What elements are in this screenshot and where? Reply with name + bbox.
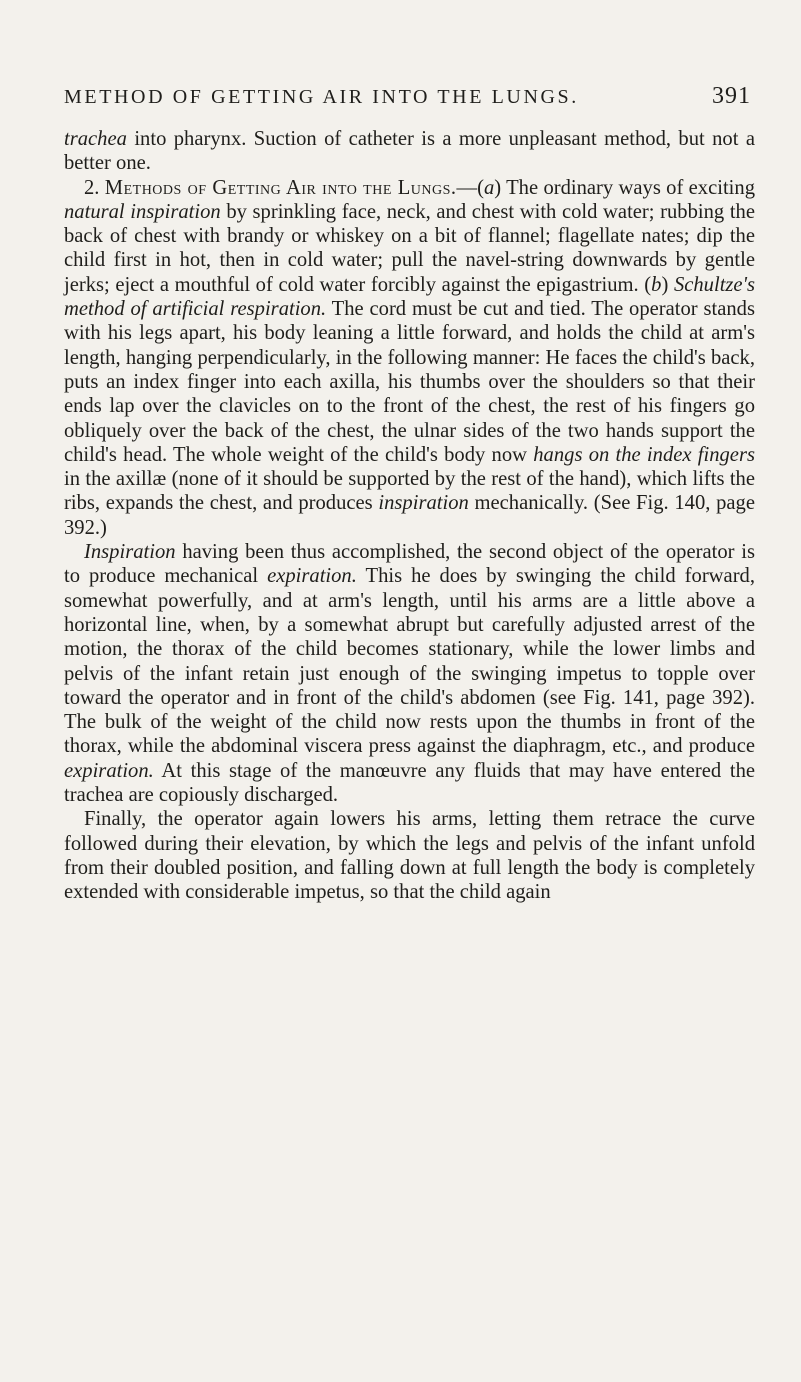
text-run: having been thus accomplished, the second object of the operator is to produce mechanical xyxy=(64,541,755,588)
text-run: mechanically. (See Fig. 140, page 392.) xyxy=(64,492,755,539)
italic-text: hangs on the index fingers xyxy=(533,443,755,466)
italic-text: a xyxy=(484,176,495,199)
text-run: ) xyxy=(661,273,674,296)
running-title: METHOD OF GETTING AIR INTO THE LUNGS. xyxy=(64,86,579,108)
italic-text: Inspiration xyxy=(84,541,176,564)
text-run: —( xyxy=(456,176,484,199)
paragraph-methods xyxy=(64,176,755,540)
paragraph-finally xyxy=(64,807,755,904)
section-number: 2. xyxy=(84,176,105,199)
italic-text: expiration. xyxy=(267,565,357,588)
italic-text: expiration. xyxy=(64,759,154,782)
text-run: The cord must be cut and tied. The operator stands with his legs apart, his body leaning a little forward, and holds the child at arm's length, hanging perpendicularly, in the following manner: He faces the child's back, puts an index finger into each axilla, his thumbs over the shoulders so that their ends lap over the clavicles on to the front of the chest, the rest of his fingers go obliquely over the back of the chest, the ulnar sides of the two hands support the child's head. The whole weight of the child's body now xyxy=(64,298,755,466)
italic-text: Schultze's method of artificial respiration. xyxy=(64,273,755,321)
paragraph-expiration xyxy=(64,540,755,807)
italic-text: trachea xyxy=(64,128,127,150)
section-heading: Methods of Getting Air into the Lungs. xyxy=(104,176,457,199)
text-run: by sprinkling face, neck, and chest with cold water; rubbing the back of chest with brandy or whiskey on a bit of flannel; flagellate nates; dip the child first in hot, then in cold water; pull the navel-string downwards by gentle jerks; eject a mouthful of cold water forcibly against the epigastrium. ( xyxy=(64,200,755,296)
paragraph-continuation xyxy=(64,127,755,176)
text-run: At this stage of the manœuvre any fluids that may have entered the trachea are copiously discharged. xyxy=(64,759,755,807)
running-head xyxy=(64,84,755,109)
text-run: This he does by swinging the child forward, somewhat powerfully, and at arm's length, until his arms are a little above a horizontal line, when, by a somewhat abrupt but carefully adjusted arrest of the motion, the thorax of the child becomes stationary, while the lower limbs and pelvis of the infant retain just enough of the swinging impetus to topple over toward the operator and in front of the child's abdomen (see Fig. 141, page 392). The bulk of the weight of the child now rests upon the thumbs in front of the thorax, while the abdominal viscera press against the diaphragm, etc., and produce xyxy=(64,565,755,758)
text-run: ) The ordinary ways of exciting xyxy=(494,176,756,199)
text-run: Finally, the operator again lowers his arms, letting them retrace the curve followed during their elevation, by which the legs and pelvis of the infant unfold from their doubled position, and falling down at full length the body is completely extended with considerable impetus, so that the child again xyxy=(64,808,755,904)
body-text xyxy=(64,127,755,905)
page-number: 391 xyxy=(712,83,751,109)
italic-text: natural inspiration xyxy=(64,200,221,223)
italic-text: inspiration xyxy=(378,492,469,515)
text-run: into pharynx. Suction of catheter is a more unpleasant method, but not a better one. xyxy=(64,128,755,175)
text-run: in the axillæ (none of it should be supported by the rest of the hand), which lifts the ribs, expands the chest, and produces xyxy=(64,468,755,515)
italic-text: b xyxy=(651,273,662,296)
